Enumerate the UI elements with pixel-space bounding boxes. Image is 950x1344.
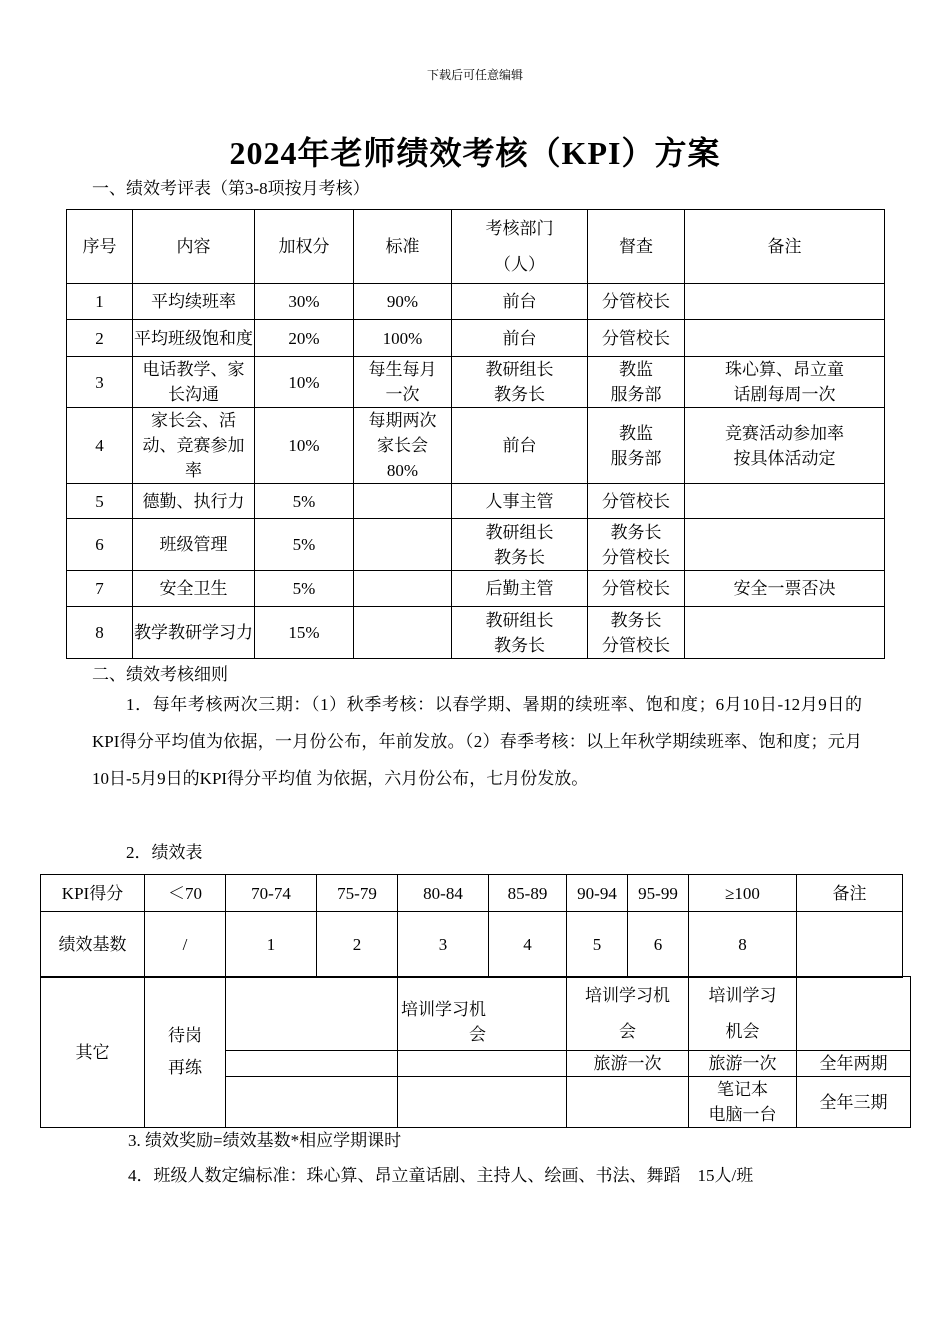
cell: 每生每月一次: [354, 357, 452, 408]
cell: 分管校长: [588, 484, 685, 519]
cell: 德勤、执行力: [133, 484, 255, 519]
table-row: [67, 320, 885, 357]
cell: 分管校长: [588, 284, 685, 320]
cell: 前台: [452, 284, 588, 320]
cell: [797, 977, 911, 1051]
cell: 2: [317, 912, 398, 978]
table-row: [67, 484, 885, 519]
kpi-table: [66, 209, 885, 659]
cell: 5%: [255, 484, 354, 519]
cell: 5%: [255, 519, 354, 571]
cell: 教务长 分管校长: [588, 519, 685, 571]
cell-training: 培训学习机 会: [567, 977, 689, 1051]
table-row: [67, 408, 885, 484]
cell: ≥100: [689, 875, 797, 912]
cell: 竞赛活动参加率按具体活动定: [685, 408, 885, 484]
cell-laptop: 笔记本 电脑一台: [689, 1077, 797, 1128]
table-row: [67, 357, 885, 408]
cell: 10%: [255, 408, 354, 484]
cell: [685, 607, 885, 659]
cell: 5: [67, 484, 133, 519]
cell: [354, 519, 452, 571]
header-dept: 考核部门（人）: [452, 210, 588, 284]
cell: [685, 519, 885, 571]
cell: 分管校长: [588, 571, 685, 607]
cell: [685, 320, 885, 357]
cell: ＜70: [145, 875, 226, 912]
cell: 每期两次家长会80%: [354, 408, 452, 484]
cell: 后勤主管: [452, 571, 588, 607]
cell-wait: 待岗 再练: [145, 977, 226, 1128]
table-row: [41, 912, 903, 978]
cell: 20%: [255, 320, 354, 357]
table-row: [41, 875, 903, 912]
section-2-title: 二、绩效考核细则: [92, 665, 228, 684]
cell: 家长会、活动、竞赛参加率: [133, 408, 255, 484]
cell-travel: 旅游一次: [567, 1051, 689, 1077]
cell-training: 培训学习机会: [398, 977, 567, 1051]
cell: 8: [67, 607, 133, 659]
row-label-other: 其它: [41, 977, 145, 1128]
cell: 1: [67, 284, 133, 320]
cell: 教监 服务部: [588, 408, 685, 484]
cell: [685, 484, 885, 519]
cell-travel: 全年两期: [797, 1051, 911, 1077]
cell: [354, 607, 452, 659]
table-row: [67, 519, 885, 571]
header-remark: 备注: [685, 210, 885, 284]
cell: 8: [689, 912, 797, 978]
cell: 75-79: [317, 875, 398, 912]
header-supervise: 督查: [588, 210, 685, 284]
paragraph-2: 2．绩效表: [126, 843, 203, 862]
row-label: 绩效基数: [41, 912, 145, 978]
document-title: 2024年老师绩效考核（KPI）方案: [229, 135, 721, 171]
header-standard: 标准: [354, 210, 452, 284]
cell-travel: 旅游一次: [689, 1051, 797, 1077]
cell: 前台: [452, 320, 588, 357]
cell: 2: [67, 320, 133, 357]
cell: 10%: [255, 357, 354, 408]
table-row: [67, 284, 885, 320]
cell: 90-94: [567, 875, 628, 912]
cell: 前台: [452, 408, 588, 484]
cell: 1: [226, 912, 317, 978]
cell: [226, 977, 398, 1051]
cell: [797, 912, 903, 978]
cell-training: 培训学习 机会: [689, 977, 797, 1051]
cell: [398, 1077, 567, 1128]
cell: [685, 284, 885, 320]
cell: 90%: [354, 284, 452, 320]
table-row: [67, 607, 885, 659]
cell: [226, 1077, 398, 1128]
cell: /: [145, 912, 226, 978]
cell: 7: [67, 571, 133, 607]
cell: 教研组长 教务长: [452, 607, 588, 659]
other-table: [40, 976, 911, 1128]
cell: 6: [628, 912, 689, 978]
cell-laptop: 全年三期: [797, 1077, 911, 1128]
cell: 5: [567, 912, 628, 978]
cell: 分管校长: [588, 320, 685, 357]
cell: 3: [398, 912, 489, 978]
cell: 教研组长 教务长: [452, 519, 588, 571]
cell: [567, 1077, 689, 1128]
cell: 教监 服务部: [588, 357, 685, 408]
cell: 80-84: [398, 875, 489, 912]
cell: [354, 484, 452, 519]
paragraph-4: 4．班级人数定编标准：珠心算、昂立童话剧、主持人、绘画、书法、舞蹈 15人/班: [128, 1166, 754, 1185]
header-note: 下载后可任意编辑: [426, 68, 523, 82]
cell: 85-89: [489, 875, 567, 912]
cell: 15%: [255, 607, 354, 659]
cell: 3: [67, 357, 133, 408]
cell: 4: [67, 408, 133, 484]
cell: [354, 571, 452, 607]
section-1-title: 一、绩效考评表（第3-8项按月考核）: [92, 179, 370, 198]
cell: 100%: [354, 320, 452, 357]
cell: 安全卫生: [133, 571, 255, 607]
cell: 教务长 分管校长: [588, 607, 685, 659]
cell: 安全一票否决: [685, 571, 885, 607]
cell: 教研组长 教务长: [452, 357, 588, 408]
paragraph-1: 1．每年考核两次三期：（1）秋季考核：以春学期、暑期的续班率、饱和度；6月10日-12月9日的KPI得分平均值为依据，一月份公布，年前发放。（2）春季考核：以上年秋学期续班率、饱和度；元月10日-5月9日的KPI得分平均值 为依据，六月份公布，七月份发放。: [92, 695, 862, 788]
cell: 珠心算、昂立童话剧每周一次: [685, 357, 885, 408]
cell: 5%: [255, 571, 354, 607]
cell: 备注: [797, 875, 903, 912]
row-label: KPI得分: [41, 875, 145, 912]
cell: 70-74: [226, 875, 317, 912]
cell: 4: [489, 912, 567, 978]
cell: 平均续班率: [133, 284, 255, 320]
header-seq: 序号: [67, 210, 133, 284]
cell: 95-99: [628, 875, 689, 912]
paragraph-3: 3. 绩效奖励=绩效基数*相应学期课时: [128, 1131, 402, 1150]
table-row: [67, 571, 885, 607]
cell: [398, 1051, 567, 1077]
cell: 6: [67, 519, 133, 571]
cell: 教学教研学习力: [133, 607, 255, 659]
cell: [226, 1051, 398, 1077]
header-content: 内容: [133, 210, 255, 284]
cell: 人事主管: [452, 484, 588, 519]
cell: 平均班级饱和度: [133, 320, 255, 357]
cell: 电话教学、家长沟通: [133, 357, 255, 408]
cell: 30%: [255, 284, 354, 320]
header-weight: 加权分: [255, 210, 354, 284]
cell: 班级管理: [133, 519, 255, 571]
performance-table: [40, 874, 903, 978]
